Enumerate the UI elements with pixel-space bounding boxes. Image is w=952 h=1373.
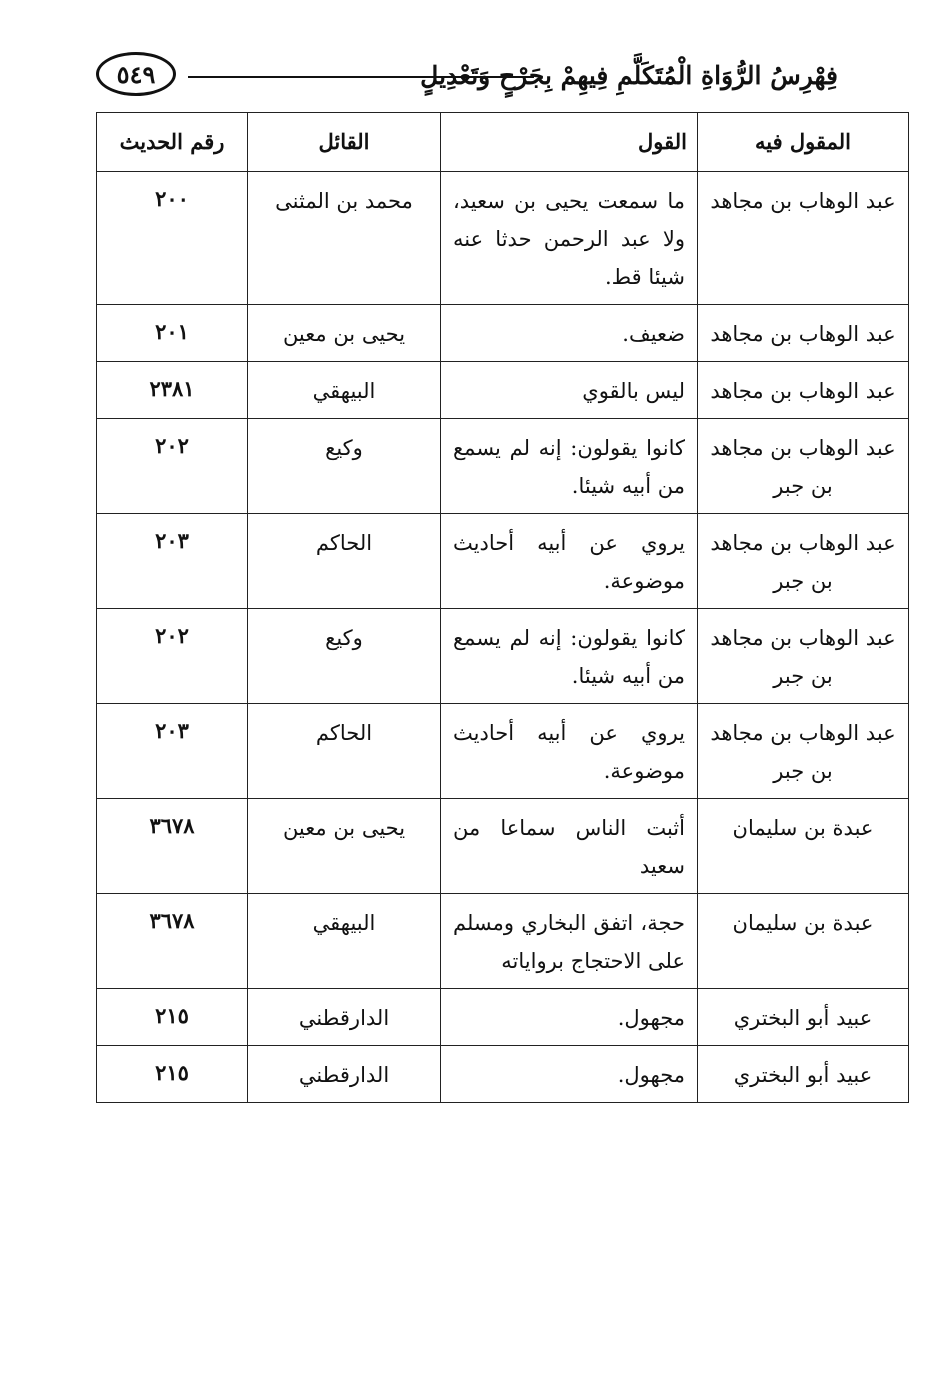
cell-number: ٢٠٣ [97,704,248,799]
table-row [97,1046,909,1103]
cell-number: ٢٣٨١ [97,362,248,419]
cell-number: ٢٠٢ [97,609,248,704]
cell-subject: عبد الوهاب بن مجاهد بن جبر [698,419,909,514]
cell-subject: عبيد أبو البختري [698,989,909,1046]
table-row [97,799,909,894]
cell-number: ٢٠١ [97,305,248,362]
cell-saying: ضعيف. [441,305,698,362]
cell-saying: ما سمعت يحيى بن سعيد، ولا عبد الرحمن حدثا عنه شيئا قط. [441,172,698,305]
table-row [97,419,909,514]
cell-saying: حجة، اتفق البخاري ومسلم على الاحتجاج برواياته [441,894,698,989]
cell-subject: عبيد أبو البختري [698,1046,909,1103]
cell-speaker: الحاكم [248,514,441,609]
table-row [97,609,909,704]
cell-subject: عبد الوهاب بن مجاهد [698,172,909,305]
cell-saying: كانوا يقولون: إنه لم يسمع من أبيه شيئا. [441,609,698,704]
cell-number: ٣٦٧٨ [97,894,248,989]
table-row [97,362,909,419]
table-body [97,172,909,1103]
cell-speaker: وكيع [248,419,441,514]
cell-speaker: الحاكم [248,704,441,799]
cell-saying: يروي عن أبيه أحاديث موضوعة. [441,514,698,609]
cell-saying: كانوا يقولون: إنه لم يسمع من أبيه شيئا. [441,419,698,514]
cell-subject: عبد الوهاب بن مجاهد بن جبر [698,704,909,799]
cell-saying: مجهول. [441,1046,698,1103]
cell-subject: عبد الوهاب بن مجاهد بن جبر [698,514,909,609]
cell-saying: أثبت الناس سماعا من سعيد [441,799,698,894]
table-row [97,172,909,305]
table-row [97,704,909,799]
column-header-speaker: القائل [248,113,441,172]
cell-speaker: وكيع [248,609,441,704]
table-row [97,514,909,609]
cell-number: ٢٠٣ [97,514,248,609]
cell-number: ٢٠٠ [97,172,248,305]
cell-speaker: محمد بن المثنى [248,172,441,305]
cell-number: ٢١٥ [97,989,248,1046]
page-title: فِهْرِسُ الرُّوَاةِ الْمُتَكَلَّمِ فِيهِمْ بِجَرْحٍ وَتَعْدِيلٍ [420,61,838,90]
cell-speaker: يحيى بن معين [248,305,441,362]
cell-speaker: الدارقطني [248,989,441,1046]
cell-subject: عبد الوهاب بن مجاهد [698,305,909,362]
column-header-number: رقم الحديث [97,113,248,172]
column-header-subject: المقول فيه [698,113,909,172]
cell-speaker: الدارقطني [248,1046,441,1103]
cell-subject: عبد الوهاب بن مجاهد [698,362,909,419]
table-row [97,894,909,989]
cell-subject: عبدة بن سليمان [698,894,909,989]
cell-saying: ليس بالقوي [441,362,698,419]
page-number: ٥٤٩ [96,52,176,96]
page-header [96,52,838,102]
cell-subject: عبد الوهاب بن مجاهد بن جبر [698,609,909,704]
cell-number: ٢٠٢ [97,419,248,514]
cell-speaker: البيهقي [248,362,441,419]
cell-subject: عبدة بن سليمان [698,799,909,894]
cell-speaker: البيهقي [248,894,441,989]
narrators-table [96,112,909,1103]
table-header-row [97,113,909,172]
cell-number: ٢١٥ [97,1046,248,1103]
column-header-saying: القول [441,113,698,172]
cell-saying: مجهول. [441,989,698,1046]
cell-number: ٣٦٧٨ [97,799,248,894]
table-row [97,305,909,362]
table-row [97,989,909,1046]
cell-saying: يروي عن أبيه أحاديث موضوعة. [441,704,698,799]
cell-speaker: يحيى بن معين [248,799,441,894]
